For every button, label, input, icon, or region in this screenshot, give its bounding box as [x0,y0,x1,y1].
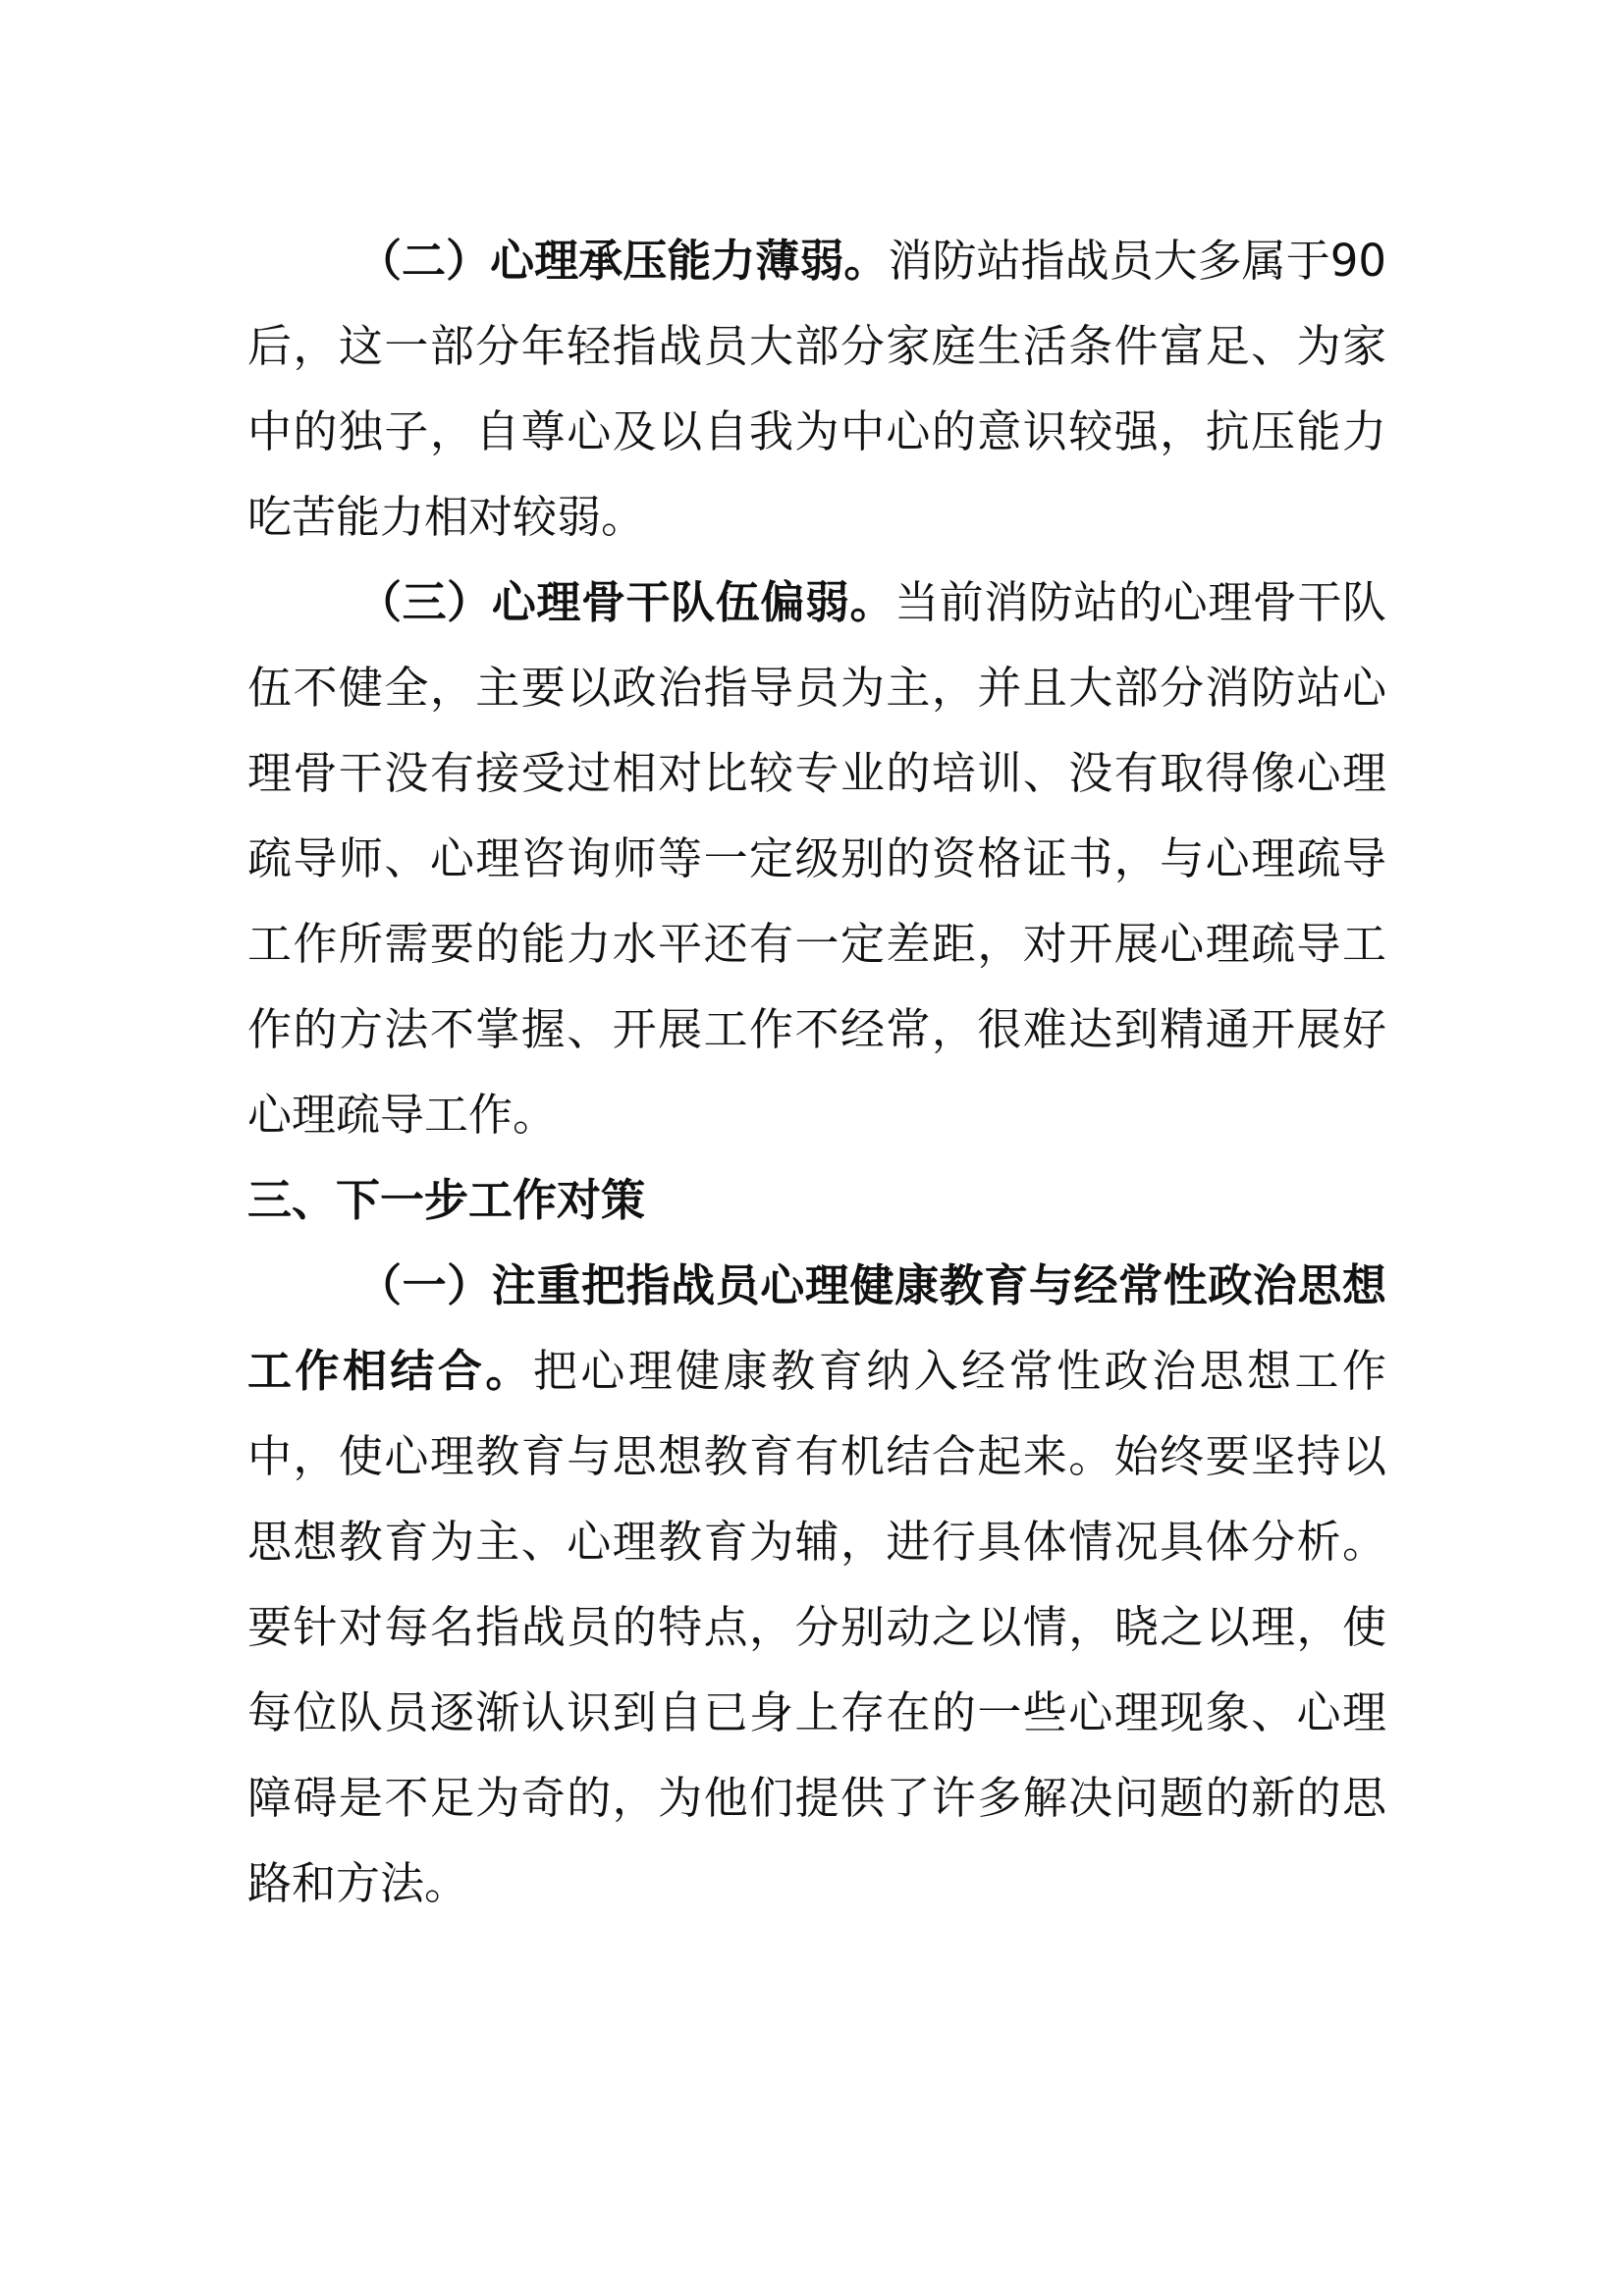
paragraph-weak-backbone-team [247,560,1386,1157]
document-body [247,218,1386,1926]
section-heading-next-steps: 三、下一步工作对策 [247,1174,646,1226]
paragraph-label: （一）注重把指战员心理健康教育与经常性政治思想工作相结合。 [247,1259,1386,1397]
paragraph-label: （二）心理承压能力薄弱。 [357,235,889,287]
paragraph-text: 消防站指战员大多属于90后，这一部分年轻指战员大部分家庭生活条件富足、为家中的独子，自尊心及以自我为中心的意识较强，抗压能力吃苦能力相对较弱。 [247,235,1386,543]
paragraph-text: 把心理健康教育纳入经常性政治思想工作中，使心理教育与思想教育有机结合起来。始终要坚持以思想教育为主、心理教育为辅，进行具体情况具体分析。要针对每名指战员的特点，分别动之以情，晓之以理，使每位队员逐渐认识到自已身上存在的一些心理现象、心理障碍是不足为奇的，为他们提供了许多解决问题的新的思路和方法。 [247,1345,1386,1909]
paragraph-label: （三）心理骨干队伍偏弱。 [357,576,895,628]
paragraph-weak-stress-capacity [247,218,1386,560]
paragraph-text: 当前消防站的心理骨干队伍不健全，主要以政治指导员为主，并且大部分消防站心理骨干没有接受过相对比较专业的培训、没有取得像心理疏导师、心理咨询师等一定级别的资格证书，与心理疏导工作所需要的能力水平还有一定差距，对开展心理疏导工作的方法不掌握、开展工作不经常，很难达到精通开展好心理疏导工作。 [247,576,1386,1141]
paragraph-combine-education [247,1243,1386,1926]
